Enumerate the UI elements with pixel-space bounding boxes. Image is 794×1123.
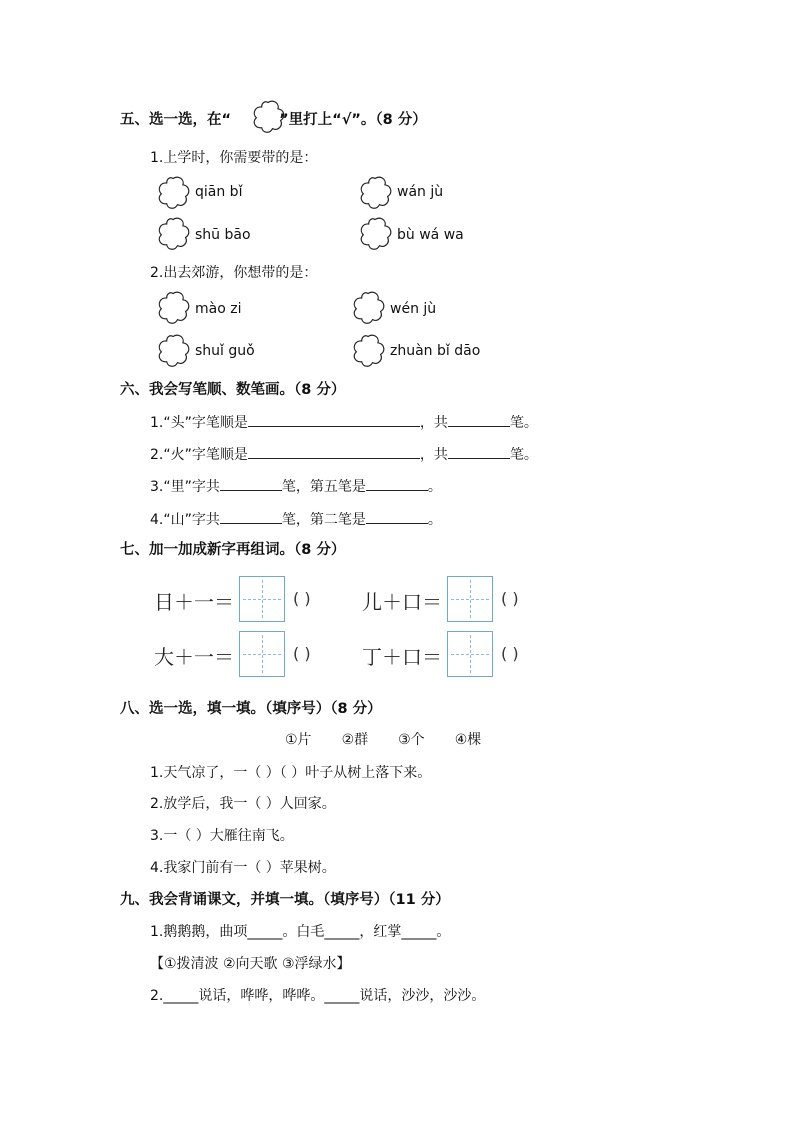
answer-options-9: 【①拨清波 ②向天歌 ③浮绿水】 <box>150 956 351 972</box>
flower-checkbox-6[interactable] <box>350 289 386 325</box>
equation-2: 儿＋口＝ <box>362 590 442 614</box>
question-8-4: 4.我家门前有一（ ）苹果树。 <box>150 860 336 876</box>
flower-checkbox-7[interactable] <box>155 332 191 368</box>
question-6-3 <box>150 476 442 496</box>
question-5-1: 1.上学时，你需要带的是： <box>150 150 318 166</box>
question-8-2: 2.放学后，我一（ ）人回家。 <box>150 796 336 812</box>
question-6-2 <box>150 444 538 464</box>
option-5-1-a: qiān bǐ <box>195 184 243 200</box>
q6-1-part1: 1.“头”字笔顺是 <box>150 415 248 431</box>
option-5-2-d: zhuàn bǐ dāo <box>390 343 481 359</box>
flower-checkbox-8[interactable] <box>350 332 386 368</box>
question-5-2: 2.出去郊游，你想带的是： <box>150 265 318 281</box>
question-9-1: 1.鹅鹅鹅，曲项_____。白毛_____，红掌_____。 <box>150 924 451 940</box>
answer-blank[interactable] <box>448 412 510 427</box>
option-1: ①片 <box>285 732 312 748</box>
q6-1-part3: 笔。 <box>509 415 538 431</box>
tianzige-box-3[interactable] <box>239 631 285 677</box>
word-blank-3[interactable]: ( ) <box>293 644 311 663</box>
tianzige-box-4[interactable] <box>447 631 493 677</box>
flower-checkbox-3[interactable] <box>155 215 191 251</box>
option-5-2-c: shuǐ guǒ <box>195 343 255 359</box>
flower-icon <box>250 98 286 134</box>
q6-4-part3: 。 <box>427 512 442 528</box>
answer-blank[interactable] <box>220 476 282 491</box>
section-7-title: 七、加一加成新字再组词。（8 分） <box>120 542 346 558</box>
equation-4: 丁＋口＝ <box>362 645 442 669</box>
q6-3-part1: 3.“里”字共 <box>150 479 220 495</box>
q6-2-part1: 2.“火”字笔顺是 <box>150 447 248 463</box>
q6-4-part1: 4.“山”字共 <box>150 512 220 528</box>
q6-2-part2: ，共 <box>419 447 448 463</box>
section-5-title-part2: ”里打上“√”。（8 分） <box>279 112 427 128</box>
q6-4-part2: 笔，第二笔是 <box>281 512 366 528</box>
answer-blank[interactable] <box>366 509 428 524</box>
section-6-title: 六、我会写笔顺、数笔画。（8 分） <box>120 382 346 398</box>
question-8-1: 1.天气凉了，一（ ）（ ）叶子从树上落下来。 <box>150 765 432 781</box>
equation-3: 大＋一＝ <box>154 645 234 669</box>
word-blank-2[interactable]: ( ) <box>501 589 519 608</box>
tianzige-box-1[interactable] <box>239 576 285 622</box>
flower-checkbox-4[interactable] <box>357 215 393 251</box>
answer-blank[interactable] <box>448 444 510 459</box>
option-5-1-c: shū bāo <box>195 227 251 243</box>
option-2: ②群 <box>341 732 369 748</box>
section-8-title: 八、选一选，填一填。（填序号）（8 分） <box>120 701 382 717</box>
answer-blank[interactable] <box>248 444 420 459</box>
option-3: ③个 <box>398 732 425 748</box>
answer-blank[interactable] <box>366 476 428 491</box>
question-8-3: 3.一（ ）大雁往南飞。 <box>150 828 294 844</box>
section-9-title: 九、我会背诵课文，并填一填。（填序号）（11 分） <box>120 892 450 908</box>
option-5-2-b: wén jù <box>390 301 437 317</box>
option-5-1-d: bù wá wa <box>397 227 464 243</box>
word-blank-1[interactable]: ( ) <box>293 589 311 608</box>
question-6-1 <box>150 412 538 432</box>
answer-blank[interactable] <box>220 509 282 524</box>
q6-3-part3: 。 <box>427 479 442 495</box>
q6-1-part2: ，共 <box>419 415 448 431</box>
flower-checkbox-5[interactable] <box>155 289 191 325</box>
q6-2-part3: 笔。 <box>509 447 538 463</box>
word-blank-4[interactable]: ( ) <box>501 644 519 663</box>
flower-checkbox-1[interactable] <box>155 174 191 210</box>
option-list <box>285 729 481 749</box>
option-5-2-a: mào zi <box>195 301 242 317</box>
answer-blank[interactable] <box>248 412 420 427</box>
option-4: ④棵 <box>454 732 482 748</box>
q6-3-part2: 笔，第五笔是 <box>281 479 366 495</box>
flower-checkbox-2[interactable] <box>357 174 393 210</box>
tianzige-box-2[interactable] <box>447 576 493 622</box>
section-5-title-part1: 五、选一选，在“ <box>120 112 232 128</box>
question-6-4 <box>150 509 442 529</box>
equation-1: 日＋一＝ <box>154 590 234 614</box>
question-9-2: 2._____说话，哗哗，哗哗。_____说话，沙沙，沙沙。 <box>150 988 486 1004</box>
option-5-1-b: wán jù <box>397 184 444 200</box>
